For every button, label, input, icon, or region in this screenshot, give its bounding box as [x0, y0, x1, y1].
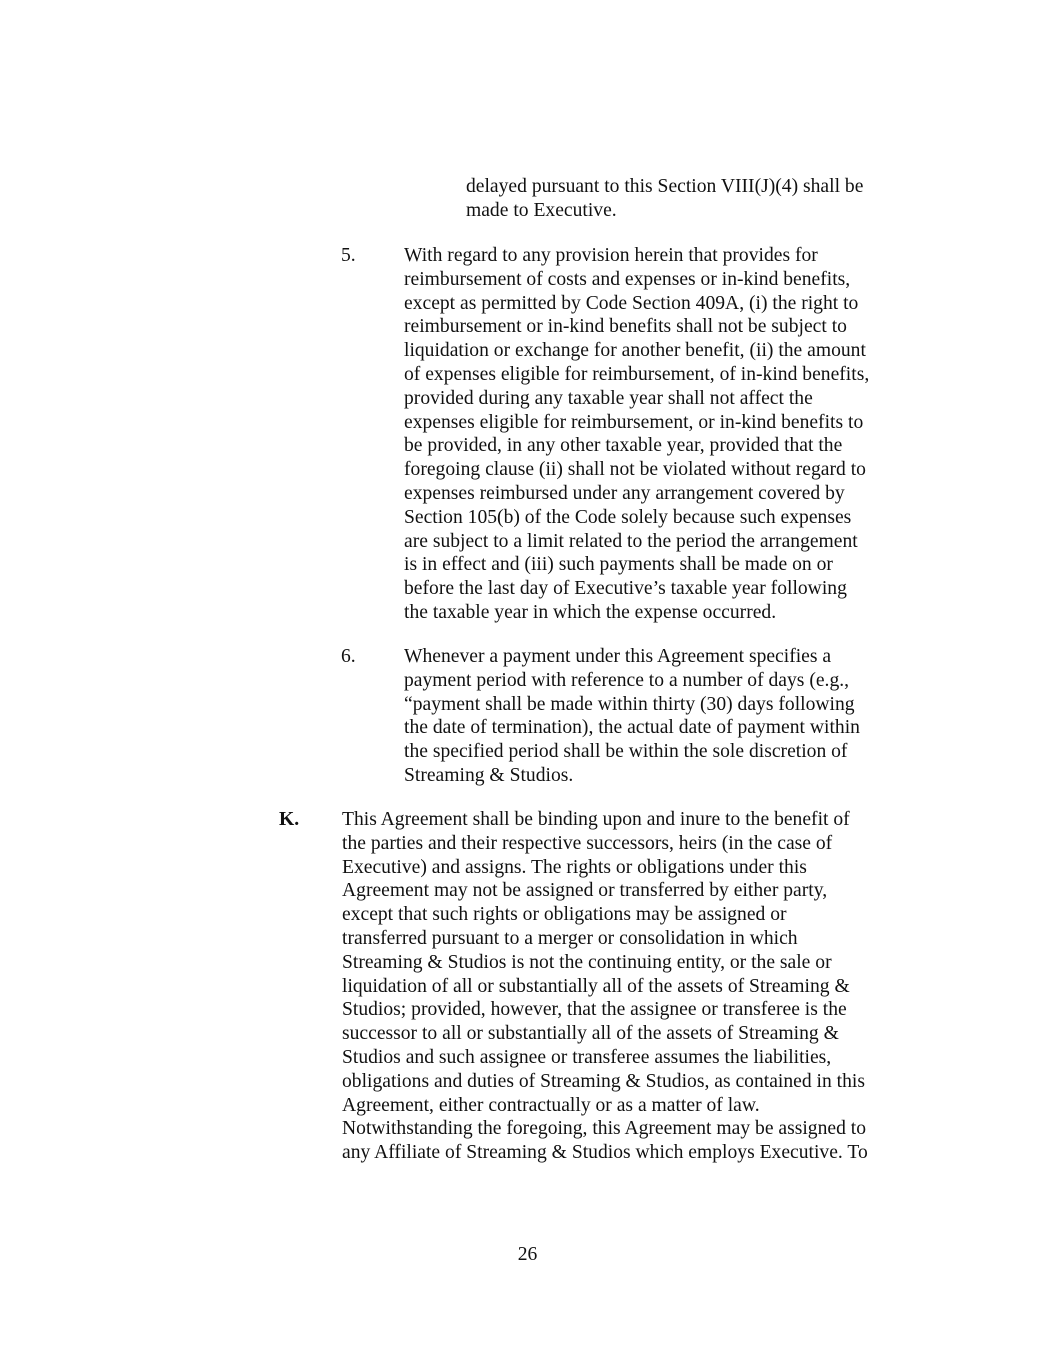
- paragraph-line: except that such rights or obligations may be assigned or: [342, 904, 787, 926]
- item-6-paragraph: [404, 645, 914, 788]
- paragraph-line: are subject to a limit related to the period the arrangement: [404, 530, 858, 552]
- paragraph-line: This Agreement shall be binding upon and inure to the benefit of: [342, 809, 850, 830]
- paragraph-line: expenses eligible for reimbursement, or in-kind benefits to: [404, 411, 864, 433]
- paragraph-line: made to Executive.: [466, 199, 617, 221]
- continuation-paragraph: [466, 175, 926, 223]
- paragraph-line: is in effect and (iii) such payments shall be made on or: [404, 554, 833, 576]
- paragraph-line: Agreement, either contractually or as a matter of law.: [342, 1094, 760, 1116]
- paragraph-line: Executive) and assigns. The rights or obligations under this: [342, 856, 807, 878]
- paragraph-line: “payment shall be made within thirty (30) days following: [404, 693, 855, 715]
- item-5-number: 5.: [341, 245, 356, 266]
- paragraph-line: expenses reimbursed under any arrangement covered by: [404, 482, 845, 504]
- paragraph-line: the specified period shall be within the sole discretion of: [404, 741, 848, 763]
- paragraph-line: transferred pursuant to a merger or consolidation in which: [342, 927, 798, 949]
- paragraph-line: Studios; provided, however, that the assignee or transferee is the: [342, 999, 847, 1021]
- paragraph-line: Agreement may not be assigned or transferred by either party,: [342, 880, 828, 902]
- paragraph-line: Streaming & Studios is not the continuing entity, or the sale or: [342, 951, 832, 973]
- paragraph-line: Studios and such assignee or transferee assumes the liabilities,: [342, 1046, 832, 1068]
- paragraph-line: Notwithstanding the foregoing, this Agreement may be assigned to: [342, 1118, 867, 1140]
- section-k-label: K.: [279, 809, 300, 830]
- paragraph-line: reimbursement of costs and expenses or in-kind benefits,: [404, 268, 851, 290]
- paragraph-line: obligations and duties of Streaming & Studios, as contained in this: [342, 1070, 865, 1092]
- paragraph-line: With regard to any provision herein that provides for: [404, 245, 818, 266]
- paragraph-line: any Affiliate of Streaming & Studios which employs Executive. To: [342, 1142, 868, 1164]
- paragraph-line: successor to all or substantially all of the assets of Streaming &: [342, 1023, 839, 1045]
- paragraph-line: of expenses eligible for reimbursement, of in-kind benefits,: [404, 363, 870, 385]
- section-k-paragraph: [342, 808, 922, 1165]
- paragraph-line: except as permitted by Code Section 409A, (i) the right to: [404, 292, 859, 314]
- page-number: 26: [517, 1244, 538, 1265]
- paragraph-line: liquidation or exchange for another benefit, (ii) the amount: [404, 340, 866, 362]
- paragraph-line: the date of termination), the actual date of payment within: [404, 717, 860, 739]
- paragraph-line: be provided, in any other taxable year, provided that the: [404, 435, 843, 457]
- paragraph-line: delayed pursuant to this Section VIII(J)(4) shall be: [466, 176, 864, 197]
- paragraph-line: reimbursement or in-kind benefits shall not be subject to: [404, 316, 847, 338]
- paragraph-line: provided during any taxable year shall not affect the: [404, 387, 813, 409]
- paragraph-line: Whenever a payment under this Agreement specifies a: [404, 646, 832, 667]
- item-6-number: 6.: [341, 646, 356, 667]
- paragraph-line: payment period with reference to a number of days (e.g.,: [404, 669, 850, 691]
- paragraph-line: liquidation of all or substantially all of the assets of Streaming &: [342, 975, 850, 997]
- paragraph-line: the parties and their respective successors, heirs (in the case of: [342, 832, 833, 854]
- item-5-paragraph: [404, 244, 914, 625]
- paragraph-line: Streaming & Studios.: [404, 764, 574, 786]
- paragraph-line: the taxable year in which the expense occurred.: [404, 601, 777, 623]
- paragraph-line: before the last day of Executive’s taxable year following: [404, 578, 847, 600]
- paragraph-line: foregoing clause (ii) shall not be violated without regard to: [404, 459, 866, 481]
- paragraph-line: Section 105(b) of the Code solely because such expenses: [404, 506, 852, 528]
